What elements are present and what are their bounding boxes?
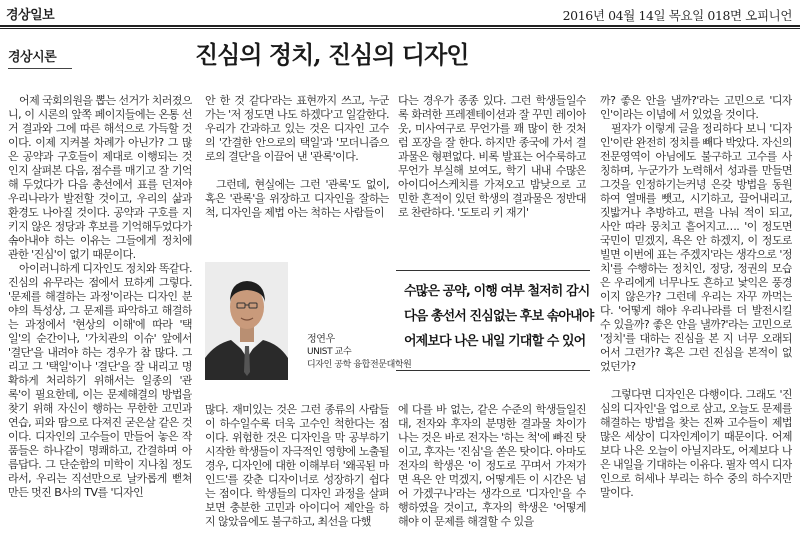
paragraph: 아이러니하게 디자인도 정치와 똑같다. 진심의 유무라는 점에서 묘하게 그렇다. '문제를 해결하는 과정'이라는 디자인 분야의 특성상, 그 문제를 파악하고 해결하는 과정에서 '현상의 이해'에 따라 '택일'의 순간이나, '가치관의 이슈' 앞에서 '결단'을 내려야 하는 경우가 참 많다. 그리고 그 '택일'이나 '결단'을 잘 내리고 명확하게 처리하기 위해서는 일종의 '관록'이 필요한데, 이는 문제해결의 방법을 찾기 위해 자신이 행하는 무한한 고민과 연습, 피와 땀으로 다져진 굳은살 같은 것이다. 디자인의 고수들이 만들어 놓은 작품들은 하나같이 명쾌하고, 간결하며 아름답다. 그 단순함의 미학이 지나침 정도라서, 우리는 직선만으로 날카롭게 뻗쳐 만든 멋진 B사의 TV를 '디자인 bbox=[8, 262, 192, 499]
author-department: 디자인 공학 융합전문대학원 bbox=[307, 360, 412, 370]
pull-quote-rule-top bbox=[396, 270, 590, 271]
paragraph: 안 한 것 같다'라는 표현까지 쓰고, 누군가는 '저 정도면 나도 하겠다'고 일갈한다. 우리가 간과하고 있는 것은 디자인 고수의 '간결한 안으로의 택일'과 '모더니즘으로의 결단'을 이끌어 낸 '관록'이다. bbox=[205, 94, 389, 163]
author-affiliation: UNIST 교수 bbox=[307, 347, 352, 357]
pull-quote-line: 어제보다 나은 내일 기대할 수 있어 bbox=[404, 334, 586, 349]
pull-quote-line: 다음 총선서 진심없는 후보 솎아내야 bbox=[404, 309, 594, 324]
section-label: 경상시론 bbox=[8, 50, 57, 65]
paragraph: 많다. 재미있는 것은 그런 종류의 사람들이 하수일수록 더욱 고수인 척한다는 점이다. 위험한 것은 디자인을 막 공부하기 시작한 학생들이 자극적인 영향에 노출될 경우, 디자인에 대한 이해부터 '왜곡된 마인드'를 갖춘 디자이너로 성장하기 쉽다는 점이다. 학생들의 디자인 과정을 살펴보면 충분한 고민과 아이디어 제안을 하지 않았음에도 불구하고, 최선을 다했 bbox=[205, 403, 389, 528]
paragraph: 까? 좋은 안을 낼까?'라는 고민으로 '디자인'이라는 이념에 서 있었을 것이다. bbox=[600, 94, 792, 121]
article-column-2-top bbox=[205, 94, 389, 248]
article-column-2-bottom bbox=[205, 403, 389, 543]
header-rule bbox=[0, 25, 800, 27]
author-portrait-image bbox=[205, 262, 288, 380]
header-rule-thin bbox=[0, 28, 800, 29]
article-column-3-bottom bbox=[398, 403, 586, 543]
paragraph: 그렇다면 디자인은 다행이다. 그래도 '진심의 디자인'을 업으로 삼고, 오늘도 문제를 해결하는 방법을 찾는 진짜 고수들이 제법 많은 세상이 디자인계이기 때문이다. 어제보다 나은 오늘이 아닐지라도, 어제보다 나은 내일을 기대하는 이유다. 필자 역시 디자인으로 허세나 부리는 하수 중의 하수지만 말이다. bbox=[600, 388, 792, 499]
pull-quote bbox=[404, 279, 594, 354]
author-byline bbox=[307, 333, 411, 372]
article-column-1 bbox=[8, 94, 192, 542]
article-column-4 bbox=[600, 94, 792, 542]
pull-quote-rule-bottom bbox=[396, 370, 590, 371]
article-column-3-top bbox=[398, 94, 586, 248]
paragraph: 필자가 이렇게 글을 정리하다 보니 '디자인'이란 완전히 정치를 빼다 박았다. 자신의 전문영역이 아님에도 불구하고 고수를 사칭하며, 누군가가 노력해서 성과를 만들면 그것을 인정하기는커녕 은갖 방법을 동원하여 열매를 뺏고, 시기하고, 끌어내리고, 짓밟거나 추방하고, 편을 나눠 적이 되고, 사안 따라 뭉치고 흩어지고…. '이 정도면 국민이 믿겠지, 욕은 안 하겠지, 이 정도로 빌면 이번에 표는 주겠지'라는 생각으로 '정치'를 수행하는 정치인, 정당, 정권의 모습은 우리에게 너무나도 흔하고 낯익은 풍경이지 않은가? 그런데 우리는 자꾸 까먹는다. '어떻게 해야 우리나라를 더 발전시킬 수 있을까? 좋은 안을 낼까?'라는 고민으로 '정치'를 대하는 진심을 본 지 너무 오래되어서 그런가? 혹은 그런 진심을 본적이 없었던가? bbox=[600, 122, 792, 373]
paragraph: 다는 경우가 종종 있다. 그런 학생들일수록 화려한 프레젠테이션과 잘 꾸민 레이아웃, 미사여구로 무언가를 꽤 많이 한 것처럼 포장을 잘 한다. 하지만 종국에 가서 결과물은 형편없다. 비록 발표는 어수룩하고 무언가 부실해 보여도, 학기 내내 수많은 아이디어스케치를 가져오고 밤낮으로 고민한 흔적이 있던 학생의 결과물은 정반대로 찬란하다. '도토리 키 재기' bbox=[398, 94, 586, 219]
section-underline bbox=[8, 68, 72, 69]
article-headline: 진심의 정치, 진심의 디자인 bbox=[195, 40, 469, 69]
author-name: 정연우 bbox=[307, 334, 335, 345]
newspaper-masthead: 경상일보 bbox=[6, 8, 55, 23]
paragraph: 그런데, 현실에는 그런 '관록'도 없이, 혹은 '관록'을 위장하고 디자인을 잘하는 척, 디자인을 제법 아는 척하는 사람들이 bbox=[205, 178, 389, 219]
pull-quote-line: 수많은 공약, 이행 여부 철저히 감시 bbox=[404, 284, 590, 299]
publication-dateline: 2016년 04월 14일 목요일 018면 오피니언 bbox=[562, 8, 792, 23]
paragraph: 에 다를 바 없는, 같은 수준의 학생들일진대, 전자와 후자의 분명한 결과물 차이가 나는 것은 바로 전자는 '하는 척'에 빠진 탓이고, 후자는 '진심'을 쏟은 탓이다. 아마도 전자의 학생은 '이 정도로 꾸며서 가져가면 욕은 안 먹겠지, 어떻게든 이 시간은 넘어 가겠구나'라는 생각으로 '디자인'을 수행하였을 것이고, 후자의 학생은 '어떻게 해야 이 문제를 해결할 수 있을 bbox=[398, 403, 586, 528]
author-photo bbox=[205, 262, 288, 380]
paragraph: 어제 국회의원을 뽑는 선거가 치러졌으니, 이 시론의 앞쪽 페이지들에는 온통 선거 결과와 그에 따른 해석으로 가득할 것이다. 이제 지켜볼 차례가 아닌가? 그 많은 공약과 구호들이 제대로 이행되는 것인지 살펴본 다음, 점수를 매기고 잘 기억해 두었다가 다음 총선에서 표를 던져야 우리나라가 발전할 것이고, 우리의 삶과 환경도 나아질 것이다. 공약과 구호를 지키지 않은 정당과 후보를 기억해두었다가 솎아내야 하는 이유는 그들에게 정치에 관한 '진심'이 없기 때문이다. bbox=[8, 94, 192, 261]
